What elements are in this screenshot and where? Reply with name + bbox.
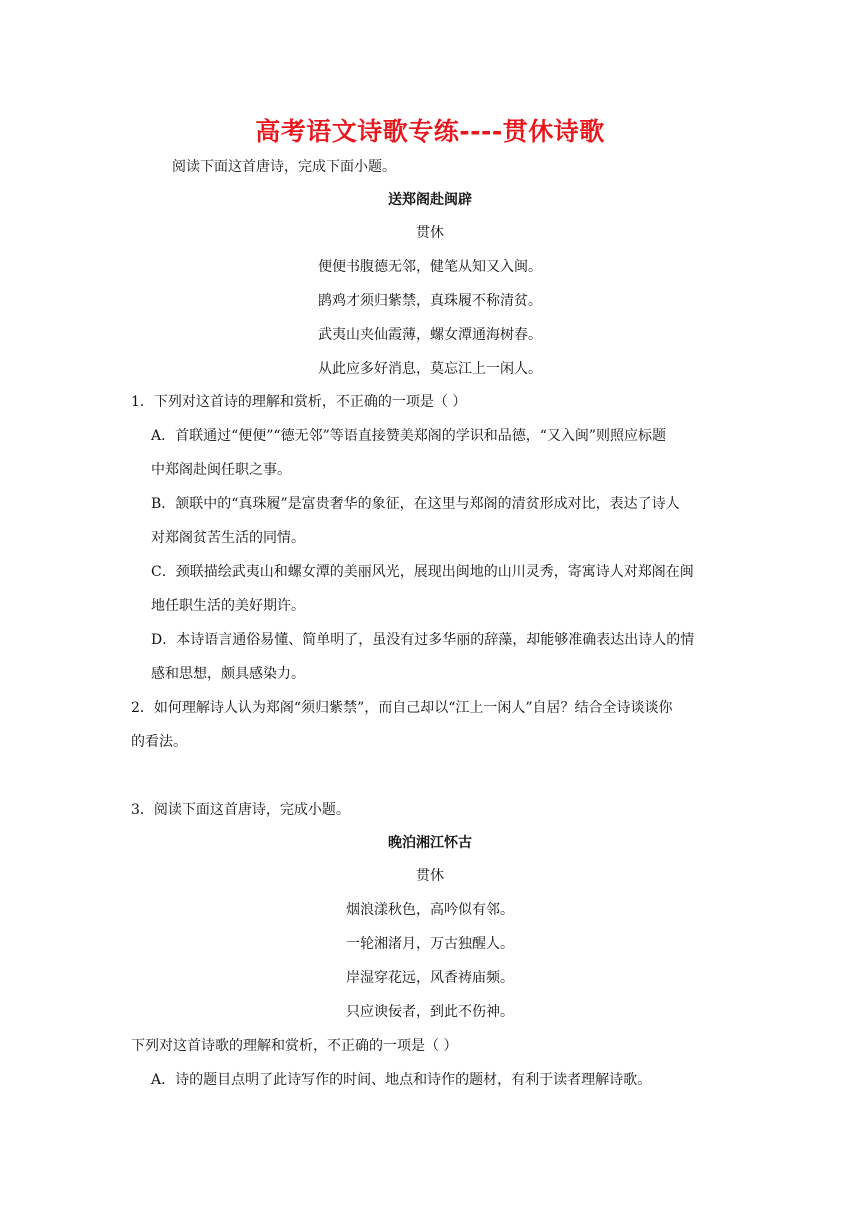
- question1-option-a-cont: 中郑阁赴闽任职之事。: [151, 462, 291, 478]
- poem1-line: 从此应多好消息，莫忘江上一闲人。: [318, 361, 542, 377]
- question1-stem: 1．下列对这首诗的理解和赏析，不正确的一项是（ ）: [131, 394, 467, 410]
- question2-stem-cont: 的看法。: [131, 734, 187, 750]
- poem2-title: 晚泊湘江怀古: [388, 835, 472, 851]
- poem1-author: 贯休: [416, 225, 444, 241]
- poem2-line: 烟浪漾秋色，高吟似有邻。: [346, 902, 514, 918]
- poem1-line: 鹍鸡才须归紫禁，真珠履不称清贫。: [318, 293, 542, 309]
- poem1-line: 武夷山夹仙霞薄，螺女潭通海树春。: [318, 327, 542, 343]
- poem2-line: 一轮湘渚月，万古独醒人。: [346, 936, 514, 952]
- question3-intro: 3．阅读下面这首唐诗，完成小题。: [131, 802, 350, 818]
- question1-option-b-cont: 对郑阁贫苦生活的同情。: [151, 530, 305, 546]
- question3-stem: 下列对这首诗歌的理解和赏析，不正确的一项是（ ）: [131, 1038, 458, 1054]
- question1-option-c: C．颈联描绘武夷山和螺女潭的美丽风光，展现出闽地的山川灵秀，寄寓诗人对郑阁在闽: [151, 564, 694, 580]
- question1-option-b: B．颔联中的“真珠履”是富贵奢华的象征，在这里与郑阁的清贫形成对比，表达了诗人: [151, 496, 680, 512]
- question1-option-d: D．本诗语言通俗易懂、简单明了，虽没有过多华丽的辞藻，却能够准确表达出诗人的情: [151, 632, 695, 648]
- page-title: 高考语文诗歌专练----贯休诗歌: [255, 117, 605, 146]
- question1-option-c-cont: 地任职生活的美好期许。: [151, 598, 305, 614]
- poem1-line: 便便书腹德无邻，健笔从知又入闽。: [318, 259, 542, 275]
- question1-option-a: A．首联通过“便便”“德无邻”等语直接赞美郑阁的学识和品德，“又入闽”则照应标题: [151, 428, 667, 444]
- poem2-line: 岸湿穿花远，风香祷庙频。: [346, 970, 514, 986]
- reading-instruction: 阅读下面这首唐诗，完成下面小题。: [172, 159, 396, 175]
- poem1-title: 送郑阁赴闽辟: [388, 192, 472, 208]
- question2-stem: 2．如何理解诗人认为郑阁“须归紫禁”，而自己却以“江上一闲人”自居？结合全诗谈谈你: [131, 700, 673, 716]
- question1-option-d-cont: 感和思想，颇具感染力。: [151, 666, 305, 682]
- question3-option-a: A．诗的题目点明了此诗写作的时间、地点和诗作的题材，有利于读者理解诗歌。: [151, 1072, 652, 1088]
- poem2-line: 只应谀佞者，到此不伤神。: [346, 1004, 514, 1020]
- poem2-author: 贯休: [416, 868, 444, 884]
